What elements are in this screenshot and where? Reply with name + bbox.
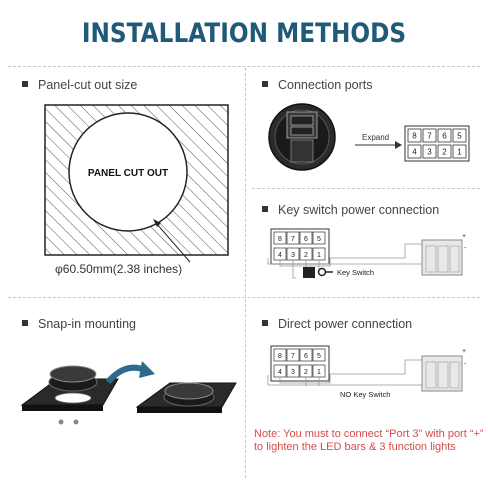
port-number: 8 bbox=[412, 131, 417, 141]
battery-plus: + bbox=[462, 348, 467, 355]
port-number: 4 bbox=[412, 147, 417, 157]
port-number: 7 bbox=[291, 236, 295, 243]
key-switch-label: Key Switch bbox=[337, 268, 375, 277]
section-connection-ports: Connection ports bbox=[262, 78, 373, 92]
port-number: 6 bbox=[304, 236, 308, 243]
port-number: 2 bbox=[304, 369, 308, 376]
battery-minus: - bbox=[464, 245, 467, 252]
expand-label: Expand bbox=[362, 133, 390, 142]
panel-cutout-label: PANEL CUT OUT bbox=[87, 168, 169, 179]
wiring-note: Note: You must to connect “Port 3” with port “+” to lighten the LED bars & 3 function lights bbox=[254, 428, 484, 453]
port-number: 4 bbox=[278, 369, 282, 376]
battery-plus: + bbox=[462, 233, 467, 240]
section-key-switch: Key switch power connection bbox=[262, 203, 439, 217]
section-direct-power: Direct power connection bbox=[262, 317, 412, 331]
page-title: INSTALLATION METHODS bbox=[81, 18, 407, 49]
port-number: 6 bbox=[442, 131, 447, 141]
port-number: 8 bbox=[278, 353, 282, 360]
port-number: 1 bbox=[317, 369, 321, 376]
port-number: 7 bbox=[427, 131, 432, 141]
port-number: 3 bbox=[427, 147, 432, 157]
port-number: 3 bbox=[291, 369, 295, 376]
port-number: 3 bbox=[291, 252, 295, 259]
port-number: 8 bbox=[278, 236, 282, 243]
no-key-switch-label: NO Key Switch bbox=[340, 390, 391, 399]
battery bbox=[422, 356, 462, 391]
port-number: 4 bbox=[278, 252, 282, 259]
port-number: 5 bbox=[457, 131, 462, 141]
panel-dimension: φ60.50mm(2.38 inches) bbox=[55, 262, 183, 276]
port-number: 1 bbox=[457, 147, 462, 157]
section-snap-in: Snap-in mounting bbox=[22, 317, 136, 331]
battery-minus: - bbox=[464, 361, 467, 368]
port-number: 5 bbox=[317, 236, 321, 243]
port-number: 2 bbox=[442, 147, 447, 157]
port-number: 6 bbox=[304, 353, 308, 360]
port-number: 2 bbox=[304, 252, 308, 259]
port-number: 5 bbox=[317, 353, 321, 360]
port-number: 1 bbox=[317, 252, 321, 259]
port-number: 7 bbox=[291, 353, 295, 360]
section-panel-cut: Panel-cut out size bbox=[22, 78, 137, 92]
